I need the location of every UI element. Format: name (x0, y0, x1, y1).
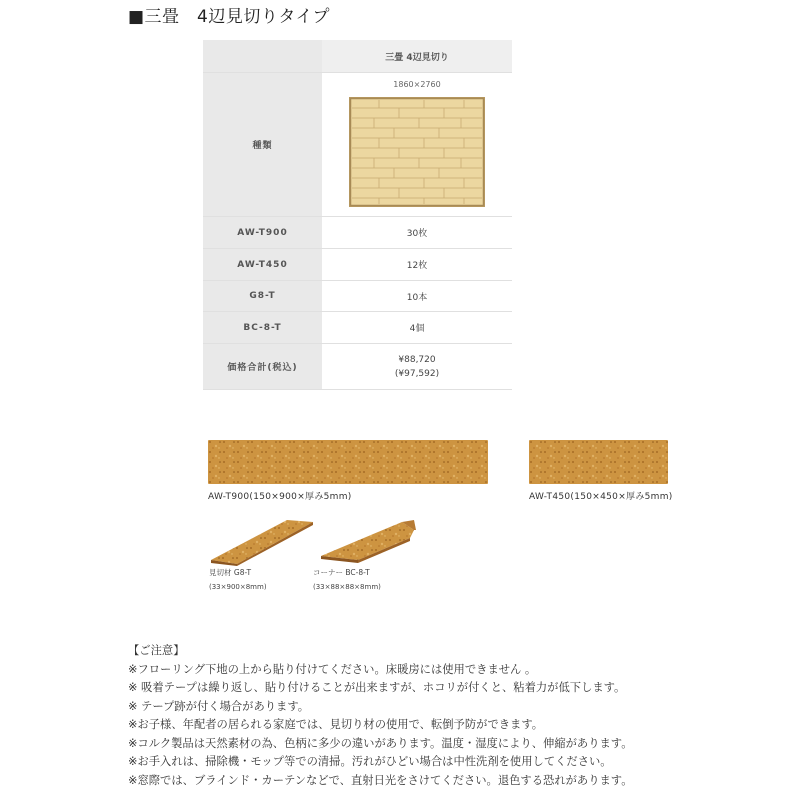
cork-tile-t900-image (208, 440, 488, 484)
row-key: G8-T (203, 281, 322, 312)
note-line: ※お子様、年配者の居られる家庭では、見切り材の使用で、転倒予防ができます。 (128, 718, 544, 731)
price-value: ¥88,720 (398, 354, 436, 365)
note-line: ※コルク製品は天然素材の為、色柄に多少の違いがあります。温度・湿度により、伸縮があります。 (128, 736, 633, 750)
row-value: 4個 (322, 312, 512, 344)
note-line: ※フローリング下地の上から貼り付けてください。床暖房には使用できません 。 (128, 662, 537, 676)
edge-trim-g8-image (207, 516, 317, 566)
table-row (203, 217, 512, 249)
g8-size: (33×900×8mm) (209, 583, 267, 591)
table-header-row (203, 40, 512, 73)
note-line: ※窓際では、ブラインド・カーテンなどで、直射日光をさけてください。退色する恐れがあります。 (128, 773, 633, 787)
notes-heading: 【ご注意】 (128, 644, 185, 657)
price-cell (322, 344, 512, 390)
corner-bc8-image (318, 518, 418, 564)
note-line: ※ テープ跡が付く場合があります。 (128, 699, 310, 713)
table-row (203, 312, 512, 344)
table-header-corner (203, 40, 322, 73)
table-row-price (203, 344, 512, 390)
note-line: ※お手入れは、掃除機・モップ等での清掃。汚れがひどい場合は中性洗剤を使用してください。 (128, 755, 612, 768)
table-row (203, 249, 512, 281)
t450-caption: AW-T450(150×450×厚み5mm) (529, 492, 673, 502)
price-tax-value: (¥97,592) (394, 368, 440, 379)
price-label: 価格合計(税込) (203, 344, 322, 390)
g8-name: 見切材 G8-T (209, 568, 252, 577)
row-value: 30枚 (322, 217, 512, 249)
cork-tile-t450-image (529, 440, 668, 484)
row-key: AW-T900 (203, 217, 322, 249)
notes-section (128, 642, 633, 790)
spec-table (203, 40, 512, 390)
table-row (203, 281, 512, 312)
t900-caption: AW-T900(150×900×厚み5mm) (208, 492, 352, 502)
bc8-name: コーナー BC-8-T (313, 568, 370, 577)
row-value: 10本 (322, 281, 512, 312)
floor-layout-diagram (349, 97, 485, 207)
bc8-size: (33×88×88×8mm) (313, 583, 381, 591)
row-key: BC-8-T (203, 312, 322, 344)
type-cell (322, 73, 512, 217)
floor-size: 1860×2760 (393, 79, 441, 89)
table-row-type (203, 73, 512, 217)
page-title: ■三畳 4辺見切りタイプ (128, 7, 331, 27)
type-label: 種類 (203, 73, 322, 217)
row-key: AW-T450 (203, 249, 322, 281)
note-line: ※ 吸着テープは繰り返し、貼り付けることが出来ますが、ホコリが付くと、粘着力が低下します。 (128, 681, 626, 694)
table-header: 三畳 4辺見切り (322, 40, 512, 73)
row-value: 12枚 (322, 249, 512, 281)
